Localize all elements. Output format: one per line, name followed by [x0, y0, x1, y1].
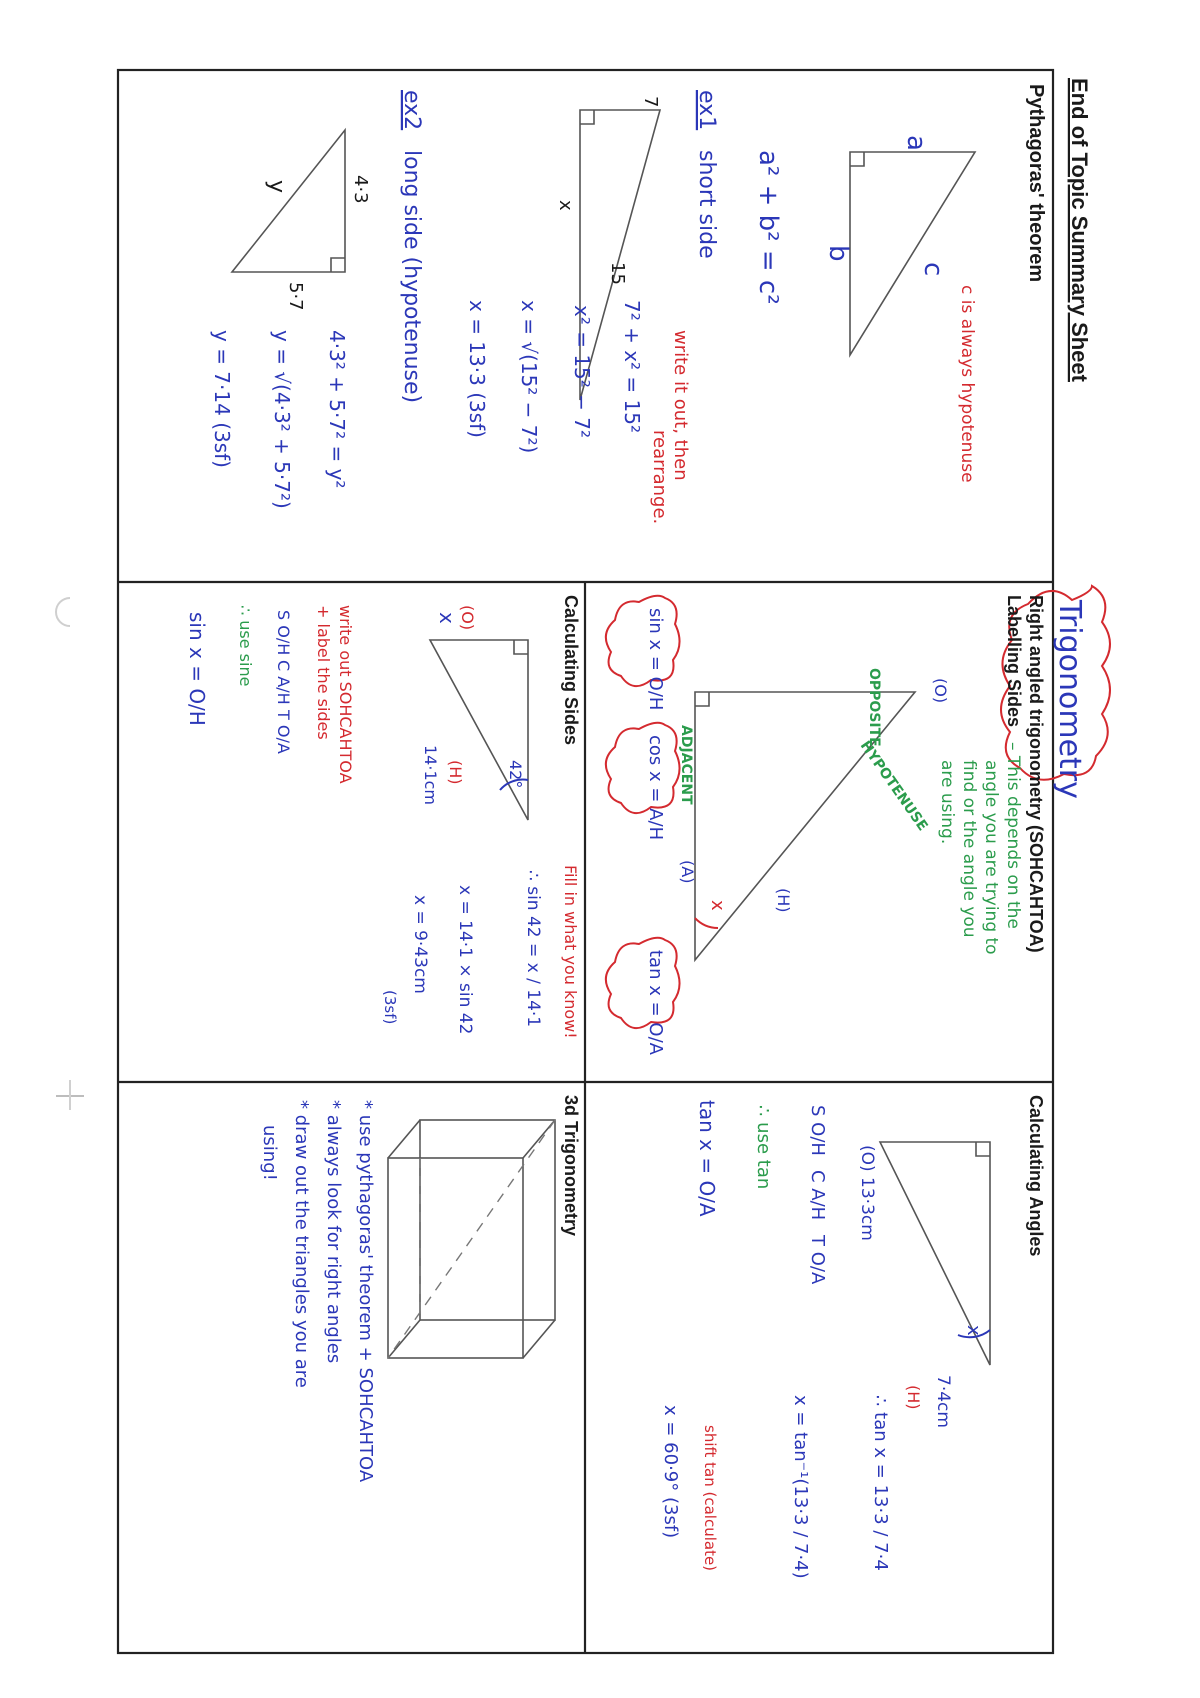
- cuboid-edge: [523, 1320, 555, 1358]
- cos-cloud: [606, 723, 680, 813]
- ex2-step-2: y = √(4·3² + 5·7²): [270, 330, 294, 509]
- angles-side-h: 7·4cm: [933, 1375, 953, 1428]
- sides-step-3-sf: (3sf): [381, 990, 399, 1025]
- topic-title: Trigonometry: [1052, 600, 1087, 799]
- angles-side-h-tag: (H): [904, 1385, 923, 1410]
- cuboid-space-diagonal: [388, 1120, 555, 1358]
- ex1-step-3: x = √(15² − 7²): [517, 300, 541, 454]
- labelling-title-2: Labelling Sides: [1004, 595, 1024, 728]
- sides-soh: S O/H: [274, 610, 293, 656]
- cuboid-edge: [388, 1120, 420, 1158]
- pythagoras-formula: a² + b² = c²: [753, 150, 783, 305]
- hypotenuse-tag: (H): [774, 888, 793, 913]
- ex2-step-1: 4·3² + 5·7² = y²: [325, 330, 349, 489]
- sides-step-2: x = 14·1 × sin 42: [455, 885, 475, 1035]
- right-angle-mark: [580, 110, 594, 124]
- ex2-label: ex2: [399, 90, 424, 131]
- labelling-note-1: – This depends on the: [1003, 742, 1023, 929]
- labelling-title-1: Right angled trigonometry (SOHCAHTOA): [1026, 595, 1046, 953]
- three-d-tip-3: * draw out the triangles you are: [291, 1100, 312, 1388]
- angles-toa: T O/A: [807, 1235, 828, 1285]
- angles-answer: x = 60·9° (3sf): [660, 1405, 681, 1539]
- right-angle-mark: [695, 692, 709, 706]
- sides-opp-tag: (O): [458, 605, 477, 631]
- sides-cah: C A/H: [274, 660, 293, 705]
- side-b-label: b: [823, 245, 853, 262]
- ex2-step-3: y = 7·14 (3sf): [210, 330, 234, 468]
- sides-rule: sin x = O/H: [185, 612, 209, 726]
- right-angle-mark: [331, 258, 345, 272]
- ex1-side-x: x: [555, 200, 576, 211]
- sides-hyp-length: 14·1cm: [421, 745, 440, 806]
- three-d-title: 3d Trigonometry: [561, 1095, 581, 1237]
- sin-rule: sin x = O/H: [645, 608, 666, 711]
- cos-rule: cos x = A/H: [645, 735, 666, 841]
- three-d-tip-3-continued: using!: [259, 1125, 280, 1181]
- angles-cah: C A/H: [807, 1170, 828, 1221]
- angles-angle-label: x: [963, 1325, 984, 1336]
- three-d-tip-1: * use pythagoras' theorem + SOHCAHTOA: [355, 1100, 376, 1483]
- ex2-triangle: [232, 130, 345, 272]
- angles-step-2: x = tan⁻¹(13·3 / 7·4): [790, 1395, 811, 1579]
- ex2-description: long side (hypotenuse): [399, 150, 424, 404]
- sides-triangle: [430, 640, 528, 820]
- opposite-label: OPPOSITE: [866, 668, 882, 747]
- ex2-side-5-7: 5·7: [285, 282, 306, 311]
- adjacent-tag: (A): [678, 860, 697, 884]
- ex1-label: ex1: [694, 90, 719, 131]
- labelling-note-3: find or the angle you: [959, 760, 979, 938]
- angles-calc-note: shift tan (calculate): [701, 1425, 719, 1572]
- angles-side-o: (O) 13·3cm: [857, 1145, 877, 1241]
- punch-hole-mark: [56, 598, 70, 626]
- opposite-tag: (O): [931, 678, 950, 704]
- right-angle-mark: [850, 152, 864, 166]
- ex1-step-4: x = 13·3 (3sf): [465, 300, 489, 438]
- ex1-step-1: 7² + x² = 15²: [620, 300, 644, 434]
- angle-arc: [695, 918, 718, 928]
- sides-note-2: + label the sides: [314, 605, 333, 740]
- ex2-side-y: y: [264, 180, 289, 194]
- cuboid-edge: [388, 1320, 420, 1358]
- sides-angle-label: 42°: [506, 760, 525, 789]
- labelling-note-2: angle you are trying to: [981, 760, 1001, 955]
- angles-use: ∴ use tan: [753, 1105, 774, 1190]
- ex1-side-7: 7: [640, 96, 661, 108]
- adjacent-label: ADJACENT: [678, 725, 694, 805]
- angles-rule: tan x = O/A: [695, 1100, 719, 1217]
- pythagoras-triangle: [850, 152, 975, 355]
- side-a-label: a: [901, 135, 931, 151]
- right-angle-mark: [514, 640, 528, 654]
- hypotenuse-note: c is always hypotenuse: [957, 285, 977, 483]
- angle-x-label: x: [707, 900, 728, 911]
- hypotenuse-label: HYPOTENUSE: [856, 738, 931, 835]
- sin-cloud: [606, 596, 680, 686]
- labelling-note-4: are using.: [937, 760, 957, 845]
- sides-hyp-tag: (H): [446, 760, 465, 785]
- ex1-step-2: x² = 15² − 7²: [570, 305, 594, 439]
- sheet-heading: End of Topic Summary Sheet: [1067, 78, 1092, 382]
- sides-toa: T O/A: [274, 710, 293, 754]
- cuboid-diagram: [388, 1120, 555, 1358]
- ex1-side-15: 15: [607, 262, 628, 285]
- sides-step-1: ∴ sin 42 = x / 14·1: [523, 870, 543, 1028]
- ex1-description: short side: [694, 150, 719, 259]
- side-c-label: c: [918, 262, 948, 277]
- tan-rule: tan x = O/A: [645, 950, 666, 1055]
- ex1-note-line-1: write it out, then: [670, 330, 691, 481]
- ex1-note-line-2: rearrange.: [649, 430, 670, 525]
- sides-use: ∴ use sine: [236, 605, 255, 687]
- angles-soh: S O/H: [807, 1105, 828, 1156]
- sides-fill-note: Fill in what you know!: [561, 865, 580, 1039]
- sides-step-3: x = 9·43cm: [410, 895, 430, 994]
- ex2-side-4-3: 4·3: [350, 175, 371, 204]
- angles-step-1: ∴ tan x = 13·3 / 7·4: [870, 1395, 891, 1571]
- sides-title: Calculating Sides: [561, 595, 581, 746]
- right-angle-mark: [976, 1142, 990, 1156]
- angles-title: Calculating Angles: [1026, 1095, 1046, 1257]
- tan-cloud: [606, 938, 680, 1028]
- pythagoras-title: Pythagoras' theorem: [1025, 84, 1047, 283]
- sides-note-1: write out SOHCAHTOA: [336, 605, 355, 784]
- three-d-tip-2: * always look for right angles: [323, 1100, 344, 1364]
- sides-side-x: x: [435, 612, 459, 624]
